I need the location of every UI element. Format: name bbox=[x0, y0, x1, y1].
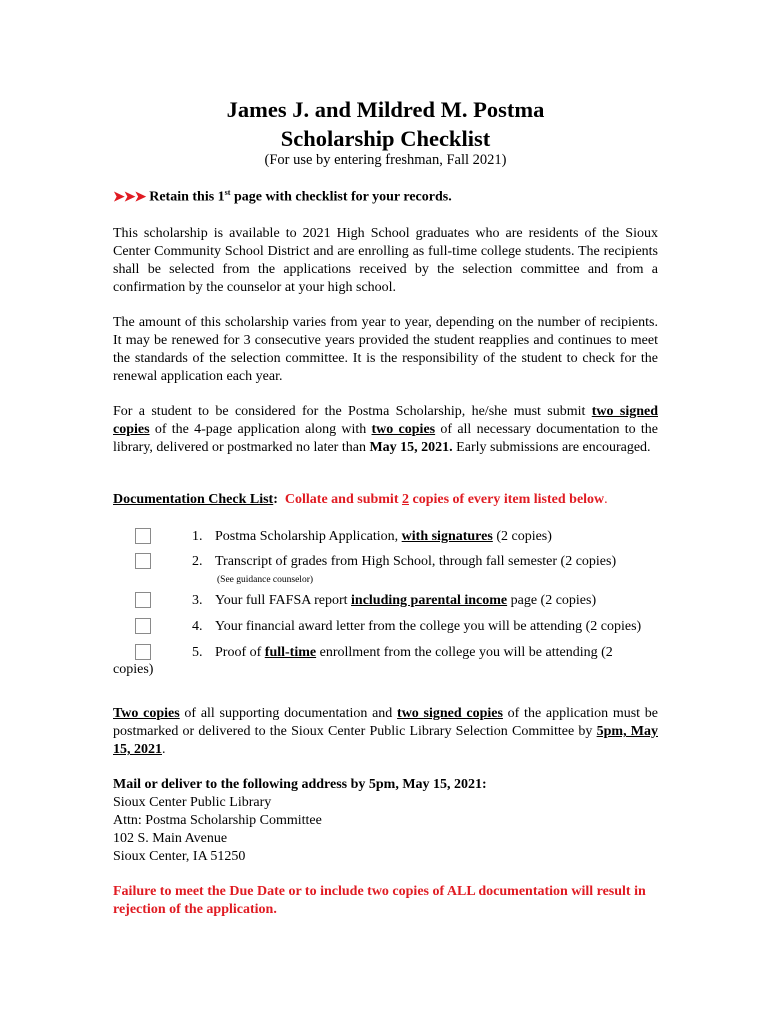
text-run: copies of every item listed below bbox=[408, 492, 605, 507]
text-run: page (2 copies) bbox=[507, 593, 597, 608]
retain-text-after: page with checklist for your records. bbox=[230, 189, 452, 205]
checklist-heading bbox=[113, 492, 608, 508]
emphasis-two-signed-copies: two signed copies bbox=[397, 706, 503, 721]
item-emphasis: with signatures bbox=[401, 529, 493, 544]
text-run: . bbox=[162, 742, 166, 757]
item-emphasis: including parental income bbox=[351, 593, 508, 608]
subtitle: (For use by entering freshman, Fall 2021) bbox=[264, 152, 507, 168]
item-number: 3. bbox=[192, 593, 203, 608]
item-text: Transcript of grades from High School, through fall semester (2 copies) bbox=[215, 554, 617, 569]
item-text bbox=[215, 592, 596, 610]
arrows-icon: ➤➤➤ bbox=[113, 189, 146, 205]
text-run: Early submissions are encouraged. bbox=[452, 440, 651, 455]
checkbox[interactable] bbox=[135, 618, 151, 634]
text-run: For a student to be considered for the Postma Scholarship, he/she must submit bbox=[113, 404, 592, 419]
text-run: . bbox=[604, 492, 608, 507]
address-line: Sioux Center, IA 51250 bbox=[113, 849, 246, 864]
page-title bbox=[113, 95, 658, 153]
item-number: 2. bbox=[192, 554, 203, 569]
checkbox[interactable] bbox=[135, 553, 151, 569]
item-text bbox=[215, 644, 613, 662]
address-line: 102 S. Main Avenue bbox=[113, 831, 228, 846]
checklist-colon: : bbox=[273, 492, 278, 507]
failure-warning: Failure to meet the Due Date or to include two copies of ALL documentation will result in rejection of the application. bbox=[113, 884, 646, 917]
text-run: Proof of bbox=[215, 645, 265, 660]
item-number: 4. bbox=[192, 619, 203, 634]
address-heading: Mail or deliver to the following address by 5pm, May 15, 2021: bbox=[113, 777, 487, 792]
title-line-1: James J. and Mildred M. Postma bbox=[226, 97, 545, 122]
deadline-date: May 15, 2021. bbox=[369, 440, 453, 455]
item-wrap-text: copies) bbox=[113, 662, 154, 677]
checkbox[interactable] bbox=[135, 528, 151, 544]
emphasis-two-copies: Two copies bbox=[113, 706, 180, 721]
item-emphasis: full-time bbox=[264, 645, 317, 660]
deadline-paragraph bbox=[113, 705, 658, 759]
item-text: Your financial award letter from the college you will be attending (2 copies) bbox=[215, 619, 642, 634]
checklist-instruction bbox=[285, 492, 608, 507]
text-run: Collate and submit bbox=[284, 492, 402, 507]
checklist-title: Documentation Check List bbox=[113, 492, 274, 507]
address-line: Sioux Center Public Library bbox=[113, 795, 272, 810]
text-run: (2 copies) bbox=[492, 529, 552, 544]
checkbox[interactable] bbox=[135, 592, 151, 608]
item-number: 5. bbox=[192, 645, 203, 660]
retain-text: Retain this 1 bbox=[149, 189, 225, 205]
text-run: of the application must be postmarked or delivered to the Sioux Center Public Library Selection Committee by bbox=[113, 706, 658, 739]
eligibility-paragraph: This scholarship is available to 2021 High School graduates who are residents of the Sioux Center Community School District and are enrolling as full-time college students. The recipients shall be selected from the applications received by the selection committee and from a confirmation by the counselor at your high school. bbox=[113, 226, 658, 295]
title-line-2: Scholarship Checklist bbox=[280, 126, 491, 151]
retain-notice bbox=[113, 188, 452, 206]
submission-paragraph bbox=[113, 403, 658, 457]
text-run: Postma Scholarship Application, bbox=[215, 529, 402, 544]
text-run: of all supporting documentation and bbox=[179, 706, 398, 721]
text-run: of the 4-page application along with bbox=[149, 422, 372, 437]
text-run: enrollment from the college you will be attending (2 bbox=[316, 645, 613, 660]
emphasis-two-signed-copies: two signed copies bbox=[113, 404, 658, 437]
emphasis-deadline: 5pm, May 15, 2021 bbox=[113, 724, 658, 757]
item-number: 1. bbox=[192, 529, 203, 544]
renewal-paragraph: The amount of this scholarship varies from year to year, depending on the number of recipients. It may be renewed for 3 consecutive years provided the student reapplies and continues to meet the standards of the selection committee. It is the responsibility of the student to check for the renewal application each year. bbox=[113, 315, 658, 384]
address-line: Attn: Postma Scholarship Committee bbox=[113, 813, 322, 828]
copies-count: 2 bbox=[401, 492, 409, 507]
item-text bbox=[215, 528, 552, 546]
emphasis-two-copies: two copies bbox=[371, 422, 436, 437]
text-run: Your full FAFSA report bbox=[215, 593, 352, 608]
mailing-address bbox=[113, 776, 487, 866]
retain-sup: st bbox=[224, 188, 231, 197]
item-note: (See guidance counselor) bbox=[217, 575, 314, 585]
checkbox[interactable] bbox=[135, 644, 151, 660]
text-run: of all necessary documentation to the library, delivered or postmarked no later than bbox=[113, 422, 659, 455]
